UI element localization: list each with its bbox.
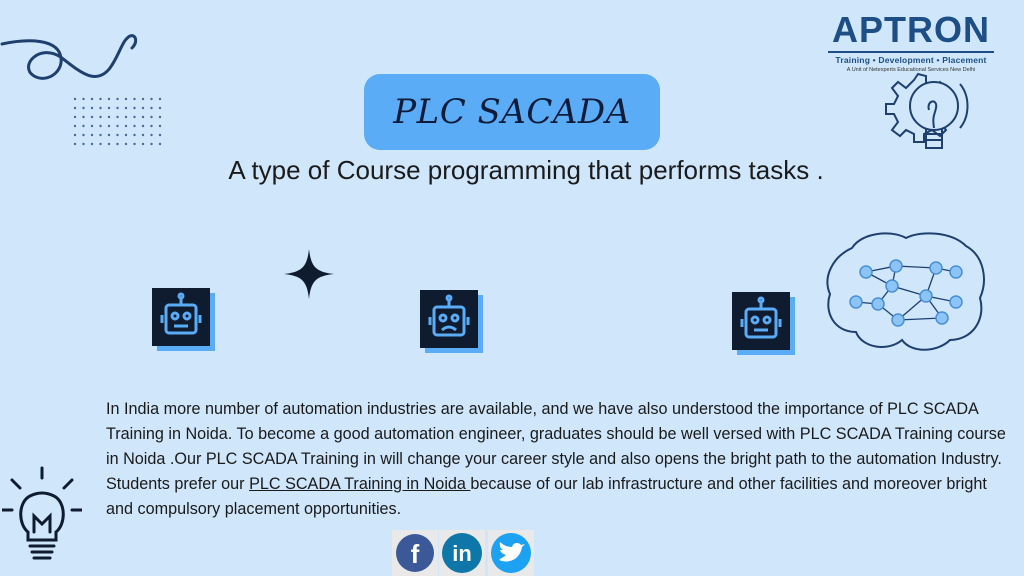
- grid-dot: [159, 125, 161, 127]
- grid-dot: [82, 143, 84, 145]
- grid-dot: [99, 116, 101, 118]
- robot-icon: [152, 288, 210, 346]
- grid-dot: [133, 143, 135, 145]
- lightbulb-icon: [2, 466, 82, 566]
- grid-dot: [142, 107, 144, 109]
- logo-rule: [828, 51, 994, 53]
- grid-dot: [125, 116, 127, 118]
- robot-icon-tile-2: [420, 290, 478, 348]
- grid-dot: [133, 134, 135, 136]
- robot-icon-tile-1: [152, 288, 210, 346]
- grid-dot: [82, 107, 84, 109]
- grid-dot: [74, 116, 76, 118]
- grid-dot: [150, 116, 152, 118]
- facebook-icon: [392, 530, 438, 576]
- plc-scada-training-link[interactable]: PLC SCADA Training in Noida: [249, 475, 471, 493]
- page-title: PLC SACADA: [393, 92, 631, 132]
- svg-text:f: f: [410, 539, 420, 569]
- grid-dot: [108, 125, 110, 127]
- grid-dot: [99, 134, 101, 136]
- grid-dot: [108, 116, 110, 118]
- grid-dot: [150, 125, 152, 127]
- dot-grid-decoration: [72, 96, 168, 150]
- grid-dot: [91, 143, 93, 145]
- grid-dot: [159, 107, 161, 109]
- grid-dot: [108, 143, 110, 145]
- twitter-icon: [488, 530, 534, 576]
- logo-wordmark: APTRON: [832, 9, 990, 50]
- grid-dot: [74, 98, 76, 100]
- grid-dot: [74, 107, 76, 109]
- grid-dot: [150, 107, 152, 109]
- grid-dot: [82, 125, 84, 127]
- grid-dot: [125, 98, 127, 100]
- grid-dot: [82, 116, 84, 118]
- grid-dot: [91, 125, 93, 127]
- grid-dot: [159, 143, 161, 145]
- grid-dot: [150, 134, 152, 136]
- grid-dot: [116, 125, 118, 127]
- grid-dot: [142, 125, 144, 127]
- grid-dot: [125, 107, 127, 109]
- paragraph-text-after-link: because of our lab infrastructure and other facilities and moreover bright and compulsory placement opportunities.: [106, 475, 987, 518]
- grid-dot: [125, 125, 127, 127]
- grid-dot: [74, 143, 76, 145]
- grid-dot: [116, 107, 118, 109]
- grid-dot: [142, 143, 144, 145]
- body-paragraph: [106, 397, 1011, 522]
- logo-tagline: Training • Development • Placement: [835, 55, 987, 65]
- grid-dot: [150, 143, 152, 145]
- grid-dot: [133, 107, 135, 109]
- grid-dot: [125, 143, 127, 145]
- grid-dot: [159, 134, 161, 136]
- title-pill: [364, 74, 660, 150]
- linkedin-button[interactable]: [439, 530, 485, 576]
- swirl-decoration: [0, 28, 140, 98]
- grid-dot: [91, 107, 93, 109]
- logo-subline: A Unit of Netexperts Educational Services New Delhi: [846, 67, 976, 73]
- grid-dot: [74, 134, 76, 136]
- grid-dot: [125, 134, 127, 136]
- grid-dot: [82, 98, 84, 100]
- brain-network-icon: [822, 228, 990, 356]
- grid-dot: [142, 134, 144, 136]
- subtitle: A type of Course programming that performs tasks .: [228, 155, 824, 185]
- grid-dot: [82, 134, 84, 136]
- grid-dot: [133, 116, 135, 118]
- robot-icon: [732, 292, 790, 350]
- grid-dot: [142, 116, 144, 118]
- grid-dot: [108, 134, 110, 136]
- grid-dot: [108, 107, 110, 109]
- paragraph-text-before-link: In India more number of automation industries are available, and we have also understood the importance of PLC SCADA Training in Noida. To become a good automation engineer, graduates should be well versed with PLC SCADA Training course in Noida .Our PLC SCADA Training in will change your career style and also opens the bright path to the automation Industry. Students prefer our: [106, 400, 1006, 493]
- grid-dot: [91, 134, 93, 136]
- grid-dot: [159, 116, 161, 118]
- linkedin-icon: [439, 530, 485, 576]
- svg-text:in: in: [452, 541, 472, 566]
- grid-dot: [99, 98, 101, 100]
- grid-dot: [116, 134, 118, 136]
- sparkle-icon: [284, 249, 334, 299]
- grid-dot: [74, 125, 76, 127]
- grid-dot: [133, 98, 135, 100]
- gear-bulb-icon: [874, 70, 974, 156]
- grid-dot: [108, 98, 110, 100]
- grid-dot: [150, 98, 152, 100]
- grid-dot: [99, 125, 101, 127]
- twitter-button[interactable]: [488, 530, 534, 576]
- grid-dot: [142, 98, 144, 100]
- facebook-button[interactable]: [392, 530, 438, 576]
- grid-dot: [116, 116, 118, 118]
- grid-dot: [116, 98, 118, 100]
- grid-dot: [133, 125, 135, 127]
- grid-dot: [91, 116, 93, 118]
- grid-dot: [99, 143, 101, 145]
- grid-dot: [99, 107, 101, 109]
- robot-icon-tile-3: [732, 292, 790, 350]
- robot-icon: [420, 290, 478, 348]
- grid-dot: [159, 98, 161, 100]
- grid-dot: [91, 98, 93, 100]
- aptron-logo: [826, 9, 996, 73]
- grid-dot: [116, 143, 118, 145]
